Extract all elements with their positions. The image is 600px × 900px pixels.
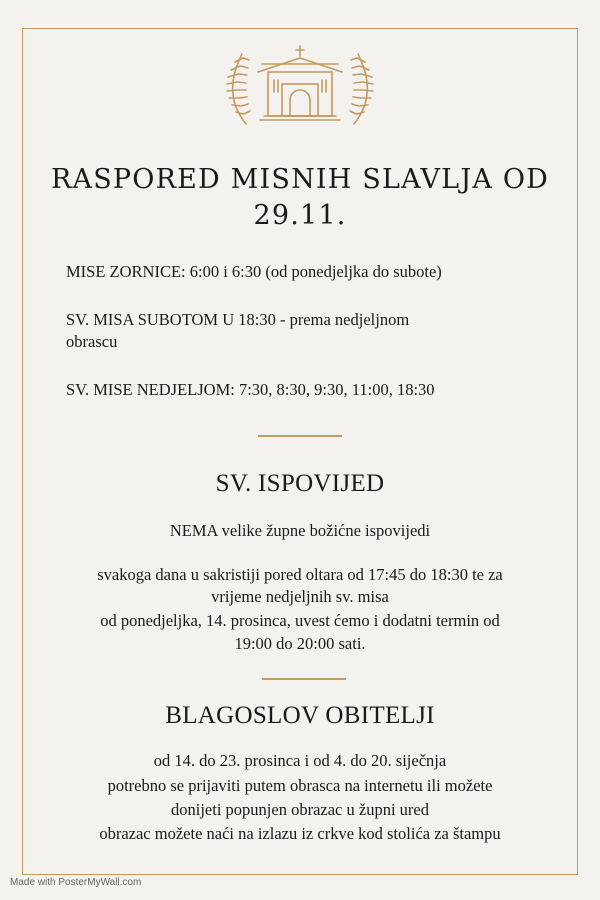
schedule-line: SV. MISA SUBOTOM U 18:30 - prema nedjeljnom (66, 310, 410, 329)
divider (258, 435, 342, 437)
blessing-line: donijeti popunjen obrazac u župni ured (171, 800, 429, 819)
confession-line: od ponedjeljka, 14. prosinca, uvest ćemo i dodatni termin od (100, 611, 500, 630)
title-line-1: RASPORED MISNIH SLAVLJA OD (50, 164, 550, 195)
blessing-heading: BLAGOSLOV OBITELJI (165, 702, 435, 729)
blessing-line: obrazac možete naći na izlazu iz crkve kod stolića za štampu (99, 824, 501, 843)
footer-credit: Made with PosterMyWall.com (10, 877, 142, 888)
confession-line: svakoga dana u sakristiji pored oltara od 17:45 do 18:30 te za (97, 565, 503, 584)
page-title (40, 162, 560, 234)
confession-line: NEMA velike župne božićne ispovijedi (169, 521, 431, 540)
blessing-line: potrebno se prijaviti putem obrasca na internetu ili možete (107, 776, 493, 795)
church-laurel-icon (224, 44, 376, 130)
confession-line: vrijeme nedjeljnih sv. misa (211, 587, 389, 606)
confession-heading: SV. ISPOVIJED (215, 470, 385, 497)
poster-frame (22, 28, 578, 875)
blessing-line: od 14. do 23. prosinca i od 4. do 20. siječnja (153, 751, 447, 770)
divider (262, 678, 346, 680)
schedule-line: SV. MISE NEDJELJOM: 7:30, 8:30, 9:30, 11:00, 18:30 (66, 380, 435, 399)
confession-line: 19:00 do 20:00 sati. (234, 634, 366, 653)
title-line-2: 29.11. (253, 200, 347, 231)
schedule-line: MISE ZORNICE: 6:00 i 6:30 (od ponedjeljka do subote) (66, 262, 442, 281)
schedule-line: obrascu (66, 332, 118, 351)
